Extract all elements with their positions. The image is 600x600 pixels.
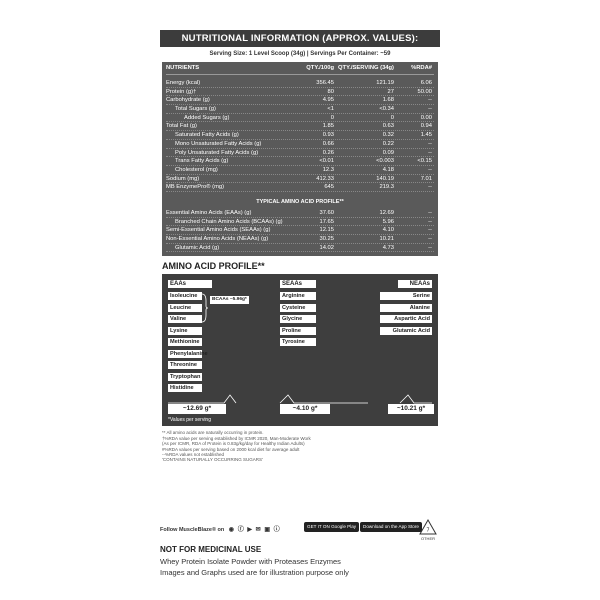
value-rda: -- xyxy=(428,244,432,251)
neaas-header: NEAAs xyxy=(398,280,432,288)
amino-acid-item: Lysine xyxy=(168,327,202,335)
table-row xyxy=(166,140,434,149)
value-rda: -- xyxy=(428,106,432,113)
amino-acid-item: Tryptophan xyxy=(170,373,201,380)
nutrient-name: Sodium (mg) xyxy=(166,175,200,182)
nutrient-name: Semi-Essential Amino Acids (SEAAs) (g) xyxy=(166,227,271,234)
amino-acid-item: Leucine xyxy=(168,304,202,312)
table-row xyxy=(166,88,434,97)
footnote-line: ** All amino acids are naturally occurring in protein. xyxy=(162,430,264,436)
value-rda: 0.00 xyxy=(420,114,432,121)
amino-acid-item: Methionine xyxy=(168,338,202,346)
nutrient-name: MB EnzymePro® (mg) xyxy=(166,184,225,191)
table-row xyxy=(166,166,434,175)
follow-label: Follow MuscleBlaze® on xyxy=(160,527,225,533)
nutrient-name: Mono Unsaturated Fatty Acids (g) xyxy=(175,140,262,147)
values-note: *Values per serving xyxy=(168,417,211,424)
table-row xyxy=(166,131,434,140)
value-per-serving: 0.22 xyxy=(382,140,394,147)
header-per-100g: QTY./100g xyxy=(306,65,334,71)
value-per-100g: <0.01 xyxy=(319,158,334,165)
amino-acid-item: Phenylalanine xyxy=(170,350,208,357)
value-rda: -- xyxy=(428,97,432,104)
value-rda: 1.45 xyxy=(420,132,432,139)
bcaa-note: BCAAs ~5.96g* xyxy=(212,297,247,303)
value-per-serving: 4.18 xyxy=(382,166,394,173)
nutrient-name: Protein (g)† xyxy=(166,88,197,95)
table-row xyxy=(166,218,434,227)
amino-acid-item: Tyrosine xyxy=(280,338,316,346)
value-rda: <0.15 xyxy=(417,158,432,165)
table-row xyxy=(166,149,434,158)
eaas-total: ~12.69 g* xyxy=(168,404,226,414)
table-row xyxy=(166,79,434,88)
table-row xyxy=(166,235,434,244)
value-per-100g: 0.26 xyxy=(322,149,334,156)
table-row xyxy=(166,226,434,235)
value-per-100g: 12.15 xyxy=(319,227,334,234)
table-row xyxy=(166,96,434,105)
nutrient-name: Added Sugars (g) xyxy=(184,114,230,121)
value-per-serving: 4.73 xyxy=(382,244,394,251)
value-per-100g: 80 xyxy=(327,88,334,95)
amino-acid-item: Serine xyxy=(380,292,432,300)
value-per-100g: 37.60 xyxy=(319,209,334,216)
amino-acid-panel xyxy=(162,274,438,426)
value-per-serving: 5.96 xyxy=(382,218,394,225)
value-rda: -- xyxy=(428,184,432,191)
value-per-serving: <0.34 xyxy=(379,106,394,113)
amino-acid-item: Isoleucine xyxy=(168,292,202,300)
value-per-serving: <0.003 xyxy=(376,158,394,165)
amino-rows xyxy=(166,209,434,252)
value-per-100g: 4.95 xyxy=(322,97,334,104)
follow-text xyxy=(160,524,281,533)
nutrient-name: Total Sugars (g) xyxy=(175,106,216,113)
amino-acid-item: Threonine xyxy=(168,361,202,369)
value-per-100g: 17.65 xyxy=(319,218,334,225)
nutrient-name: Trans Fatty Acids (g) xyxy=(175,158,229,165)
value-per-serving: 12.69 xyxy=(379,209,394,216)
seaas-header: SEAAs xyxy=(280,280,316,288)
amino-acid-item: Arginine xyxy=(280,292,316,300)
value-per-serving: 0.32 xyxy=(382,132,394,139)
value-per-100g: 0 xyxy=(330,114,334,121)
footnote-line: --%RDA values not established xyxy=(162,452,225,457)
table-row xyxy=(166,105,434,114)
value-rda: 50.00 xyxy=(417,88,432,95)
value-rda: -- xyxy=(428,166,432,173)
value-per-100g: <1 xyxy=(327,106,334,113)
nutrient-name: Essential Amino Acids (EAAs) (g) xyxy=(166,209,252,216)
nutrient-name: Branched Chain Amino Acids (BCAAs) (g) xyxy=(175,218,283,225)
value-per-100g: 12.3 xyxy=(322,166,334,173)
nutrient-name: Carbohydrate (g) xyxy=(166,97,210,104)
value-rda: -- xyxy=(428,140,432,147)
value-per-serving: 4.10 xyxy=(382,227,394,234)
table-row xyxy=(166,175,434,184)
header-nutrients: NUTRIENTS xyxy=(166,65,200,71)
value-rda: -- xyxy=(428,218,432,225)
social-icons: ◉ ⓕ ▶ ✉ ▣ ⓘ xyxy=(228,527,281,533)
value-rda: 6.06 xyxy=(420,80,432,86)
value-per-100g: 30.25 xyxy=(319,236,334,242)
recycle-label: OTHER xyxy=(421,536,435,541)
svg-text:7: 7 xyxy=(426,527,430,534)
eaas-header: EAAs xyxy=(168,280,212,288)
value-rda: 7.01 xyxy=(420,175,432,182)
value-rda: -- xyxy=(428,209,432,216)
total-arrows xyxy=(168,394,432,404)
table-row xyxy=(166,244,434,253)
amino-acid-item: Cysteine xyxy=(280,304,316,312)
amino-acid-item: Aspartic Acid xyxy=(380,315,432,323)
value-per-serving: 219.3 xyxy=(379,184,394,191)
value-per-serving: 10.21 xyxy=(379,236,394,242)
value-rda: -- xyxy=(428,149,432,156)
product-description: Whey Protein Isolate Powder with Proteases Enzymes xyxy=(160,557,341,566)
value-rda: -- xyxy=(428,227,432,234)
header-per-serving: QTY./SERVING (34g) xyxy=(338,65,394,71)
footnote-line: 'CONTAINS NATURALLY OCCURRING SUGARS' xyxy=(162,457,263,463)
table-row xyxy=(166,157,434,166)
nutrient-name: Saturated Fatty Acids (g) xyxy=(175,132,239,139)
amino-acid-item: Valine xyxy=(168,315,202,323)
value-per-serving: 27 xyxy=(387,88,394,95)
table-header xyxy=(166,65,434,75)
table-row xyxy=(166,114,434,123)
nutrient-rows xyxy=(166,79,434,192)
value-per-serving: 140.19 xyxy=(376,175,394,182)
nutrient-name: Poly Unsaturated Fatty Acids (g) xyxy=(175,149,259,156)
neaas-total: ~10.21 g* xyxy=(388,404,434,414)
value-per-serving: 1.68 xyxy=(382,97,394,104)
amino-acid-item: Histidine xyxy=(168,384,202,392)
recycle-icon xyxy=(418,518,438,536)
nutrition-table xyxy=(162,62,438,256)
nutrient-name: Cholesterol (mg) xyxy=(175,166,218,173)
table-row xyxy=(166,122,434,131)
value-rda: 0.94 xyxy=(420,123,432,130)
value-per-100g: 0.66 xyxy=(322,140,334,147)
table-row xyxy=(166,209,434,218)
serving-info: Serving Size: 1 Level Scoop (34g) | Servings Per Container: ~59 xyxy=(209,51,391,57)
value-per-serving: 0 xyxy=(390,114,394,121)
footnote-line: #%RDA values per serving based on 2000 kcal diet for average adult xyxy=(162,446,300,452)
amino-profile-subtitle: TYPICAL AMINO ACID PROFILE** xyxy=(256,198,344,205)
bcaa-bracket xyxy=(201,293,209,323)
footnote-line: (As per ICMR, RDA of Protein is 0.83g/kg/day for Healthy Indian Adults) xyxy=(162,441,305,447)
value-per-100g: 14.02 xyxy=(319,244,334,251)
header-rda: %RDA# xyxy=(411,65,432,71)
value-per-100g: 412.33 xyxy=(316,175,334,182)
nutrient-name: Glutamic Acid (g) xyxy=(175,244,220,251)
nutrient-name: Total Fat (g) xyxy=(166,123,197,130)
google-play-badge[interactable]: GET IT ON Google Play xyxy=(304,522,359,532)
amino-acid-item: Alanine xyxy=(380,304,432,312)
amino-acid-item: Glutamic Acid xyxy=(380,327,432,335)
not-medicinal-notice: NOT FOR MEDICINAL USE xyxy=(160,545,262,554)
value-rda: -- xyxy=(428,236,432,242)
nutrition-label xyxy=(160,30,440,590)
amino-acid-item: Glycine xyxy=(280,315,316,323)
value-per-serving: 0.63 xyxy=(382,123,394,130)
seaas-total: ~4.10 g* xyxy=(280,404,330,414)
footnote-line: †%RDA value per serving established by ICMR 2020, Man-Moderate Work xyxy=(162,435,311,441)
app-store-badge[interactable]: Download on the App Store xyxy=(360,522,422,532)
nutrient-name: Energy (kcal) xyxy=(166,80,201,86)
value-per-100g: 0.93 xyxy=(322,132,334,139)
value-per-serving: 0.09 xyxy=(382,149,394,156)
amino-section-title: AMINO ACID PROFILE** xyxy=(162,261,265,272)
illustration-disclaimer: Images and Graphs used are for illustration purpose only xyxy=(160,568,349,577)
nutrient-name: Non-Essential Amino Acids (NEAAs) (g) xyxy=(166,236,269,242)
table-row xyxy=(166,183,434,192)
label-title: NUTRITIONAL INFORMATION (APPROX. VALUES): xyxy=(160,30,440,47)
value-per-100g: 645 xyxy=(324,184,334,191)
value-per-100g: 1.85 xyxy=(322,123,334,130)
amino-acid-item: Proline xyxy=(280,327,316,335)
footnotes xyxy=(160,426,440,462)
value-per-100g: 356.45 xyxy=(316,80,334,86)
value-per-serving: 121.19 xyxy=(376,80,394,86)
